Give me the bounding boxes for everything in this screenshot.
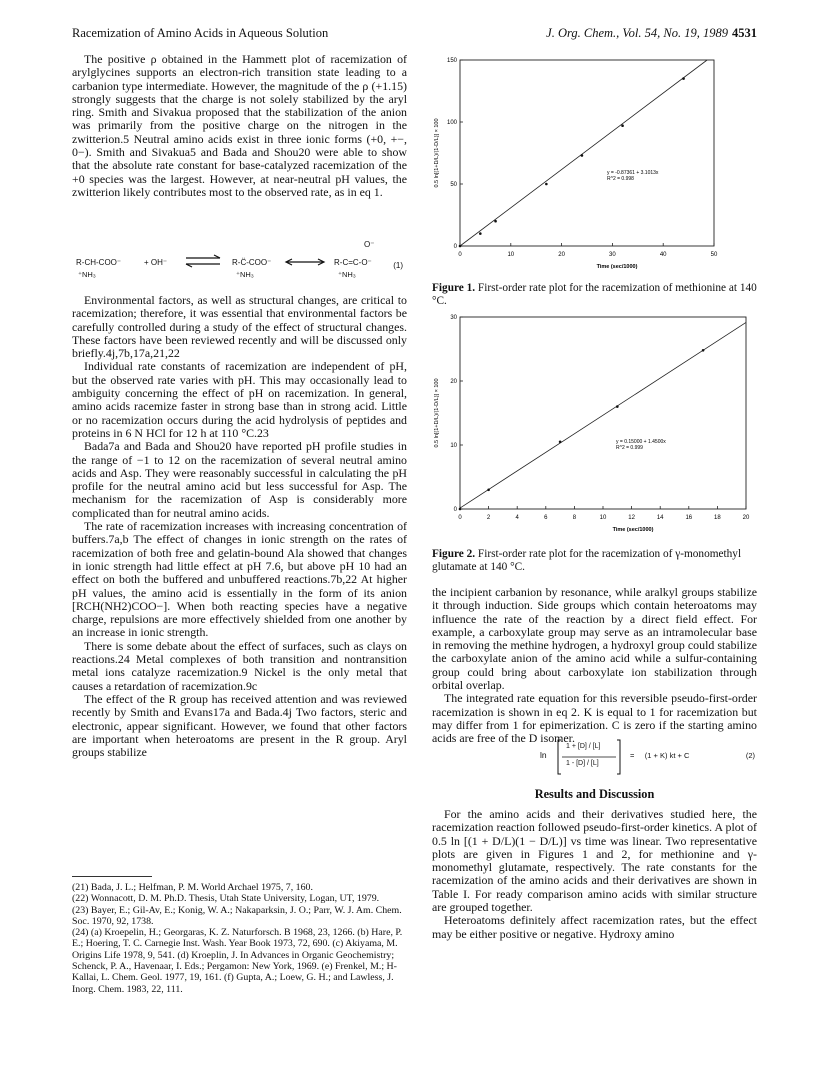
eq2-denominator: 1 - [D] / [L] bbox=[566, 760, 599, 767]
r-squared-annotation: R^2 = 0.998 bbox=[607, 176, 634, 182]
paragraph: The integrated rate equation for this reversible pseudo-first-order racemization is shown in eq 2. K is equal to 1 for racemization but may differ from 1 for epimerization. C is zero if the starting amino acids are free of the D isomer. bbox=[432, 691, 757, 746]
references bbox=[72, 882, 407, 995]
figure-2-caption bbox=[432, 548, 757, 573]
running-header-right bbox=[546, 26, 757, 41]
eq1-number: (1) bbox=[393, 261, 403, 270]
data-point bbox=[621, 124, 624, 127]
y-tick-label: 0 bbox=[453, 507, 457, 513]
x-tick-label: 16 bbox=[685, 515, 693, 521]
x-tick-label: 0 bbox=[458, 252, 462, 258]
y-tick-label: 30 bbox=[450, 315, 457, 321]
figure-2-chart bbox=[432, 308, 757, 548]
paragraph: Heteroatoms definitely affect racemization rates, but the effect may be either positive or negative. Hydroxy amino bbox=[432, 913, 757, 941]
x-axis-label: Time (sec/1000) bbox=[596, 264, 638, 270]
figure-1-caption-text: First-order rate plot for the racemization of methionine at 140 °C. bbox=[432, 282, 757, 307]
reference-item: (21) Bada, J. L.; Helfman, P. M. World Archael 1975, 7, 160. bbox=[72, 882, 313, 893]
y-tick-label: 20 bbox=[450, 379, 457, 385]
x-tick-label: 20 bbox=[558, 252, 565, 258]
right-column bbox=[432, 586, 757, 746]
equation-1 bbox=[72, 236, 407, 288]
fit-equation-annotation: y = 0.15000 + 1.4500x bbox=[616, 439, 666, 445]
figure-1-caption bbox=[432, 282, 757, 307]
y-tick-label: 0 bbox=[453, 244, 457, 250]
eq2-rhs: = (1 + K) kt + C bbox=[630, 751, 690, 760]
data-point bbox=[702, 349, 705, 352]
resonance-arrow bbox=[284, 258, 326, 266]
data-point bbox=[459, 508, 462, 511]
paragraph: The rate of racemization increases with increasing concentration of buffers.7a,b The effect of changes in ionic strength on the rates of racemization of both free and gelatin-bound Ala showed that changes in ionic strength had little effect at pH 7.6, but above pH 10 had an effect on both the buffered and unbuffered reactions.7b,22 At higher pH values, the amino acid is essentially in the form of its anion [RCH(NH2)COO−]. When both reacting species have a negative charge, repulsions are more effectively shielded from one another by an increase in ionic strength. bbox=[72, 519, 407, 640]
footnote-rule bbox=[72, 876, 152, 877]
eq1-reactant-sub: ⁺NH₃ bbox=[78, 270, 96, 279]
x-tick-label: 30 bbox=[609, 252, 616, 258]
x-tick-label: 14 bbox=[656, 515, 664, 521]
fit-line bbox=[460, 60, 707, 246]
fit-equation-annotation: y = -0.87361 + 3.1013x bbox=[607, 170, 659, 176]
left-column-cont bbox=[72, 294, 407, 759]
eq2-numerator: 1 + [D] / [L] bbox=[566, 743, 601, 750]
x-tick-label: 12 bbox=[628, 515, 635, 521]
plot-frame bbox=[460, 60, 714, 246]
y-tick-label: 150 bbox=[446, 58, 457, 64]
x-tick-label: 8 bbox=[572, 515, 577, 521]
running-header-left: Racemization of Amino Acids in Aqueous Solution bbox=[72, 26, 329, 40]
data-point bbox=[559, 441, 562, 444]
x-tick-label: 50 bbox=[710, 252, 718, 258]
eq1-hydroxide: + OH⁻ bbox=[144, 258, 168, 267]
r-squared-annotation: R^2 = 0.999 bbox=[616, 445, 643, 451]
y-tick-label: 100 bbox=[446, 120, 457, 126]
section-heading: Results and Discussion bbox=[534, 787, 655, 801]
paragraph: The effect of the R group has received attention and was reviewed recently by Smith and Evans17a and Bada.4j Two factors, steric and electronic, appear significant. However, we found that other factors are important when heteroatoms are present in the R group. Aryl groups stabilize bbox=[72, 691, 407, 760]
x-tick-label: 10 bbox=[507, 252, 515, 258]
eq2-number: (2) bbox=[745, 751, 755, 760]
data-point bbox=[682, 77, 685, 80]
journal-citation: J. Org. Chem., Vol. 54, No. 19, 1989 bbox=[546, 26, 728, 40]
right-column-cont bbox=[432, 808, 757, 941]
reference-item: (22) Wonnacott, D. M. Ph.D. Thesis, Utah State University, Logan, UT, 1979. bbox=[72, 893, 380, 905]
reference-item: (23) Bayer, E.; Gil-Av, E.; Konig, W. A.; Nakaparksin, J. O.; Parr, W. J. Am. Chem. Soc. 1970, 92, 1738. bbox=[72, 904, 402, 927]
data-point bbox=[581, 154, 584, 157]
x-tick-label: 20 bbox=[742, 515, 750, 521]
data-point bbox=[487, 489, 490, 492]
paragraph: the incipient carbanion by resonance, while aralkyl groups stabilize it through induction. Side groups which contain heteroatoms may influence the rate of the reaction by a direct field effect. For example, a carboxylate group may serve as an intramolecular base in removing the methine hydrogen, a hydroxyl group could stabilize the carboxylate anion of the amino acid while a sulfur-containing group could bring about carboxylate ion stabilization through orbital overlap. bbox=[432, 585, 757, 693]
data-point bbox=[616, 405, 619, 408]
x-tick-label: 18 bbox=[714, 515, 721, 521]
page-number: 4531 bbox=[732, 26, 757, 40]
figure-2-caption-text: First-order rate plot for the racemization of γ-monomethyl glutamate at 140 °C. bbox=[432, 548, 742, 573]
x-tick-label: 40 bbox=[659, 252, 667, 258]
y-tick-label: 10 bbox=[450, 443, 457, 449]
eq1-enolate: R-C=C-O⁻ bbox=[334, 258, 372, 267]
figure-2-label: Figure 2. bbox=[432, 548, 476, 560]
eq1-enolate-sub: ⁺NH₃ bbox=[338, 270, 356, 279]
paragraph: The positive ρ obtained in the Hammett plot of racemization of arylglycines supports an electron-rich transition state leading to a carbanion type intermediate. However, the magnitude of the ρ (+1.15) strongly suggests that the charge is not solely stabilized by the aryl ring. Smith and Sivakua proposed that the stabilization of the anion was primarily from the positive charge on the nitrogen in the zwitterion.5 Neutral amino acids exist in three ionic forms (+0, +−, 0−). Smith and Sivakua5 and Bada and Shou20 were able to show that the absolute rate constant for base-catalyzed racemization of the +0 species was the largest. However, at near-neutral pH values, the zwitterion likely contributes most to the observed rate, as in eq 1. bbox=[72, 52, 407, 199]
data-point bbox=[459, 245, 462, 248]
y-axis-label: 0.5 ln[(1+D/L)/(1-D/L)] × 100 bbox=[434, 118, 440, 188]
x-axis-label: Time (sec/1000) bbox=[612, 527, 654, 533]
eq1-carbanion: R-C̈-COO⁻ bbox=[232, 258, 272, 267]
data-point bbox=[479, 232, 482, 235]
eq1-reactant: R-CH-COO⁻ bbox=[76, 258, 122, 267]
equation-2 bbox=[432, 738, 757, 776]
reference-item: (24) (a) Kroepelin, H.; Georgaras, K. Z. Naturforsch. B 1968, 23, 1266. (b) Hare, P. E.; Hoering, T. C. Carnegie Inst. Wash. Year Book 1973, 72, 690. (c) Akiyama, M. Origins Life 1978, 9, 541. (d) Kroeplin, J. In Advances in Organic Geochemistry; Schenck, P. A., Havenaar, I. Eds.; Pergamon: New York, 1969. (e) Frenkel, M.; H-Kallai, L. Chem. Geol. 1977, 19, 161. (f) Gupta, A.; Loew, G. H.; and Lawless, J. Inorg. Chem. 1983, 22, 111. bbox=[72, 927, 403, 995]
x-tick-label: 2 bbox=[486, 515, 491, 521]
data-point bbox=[545, 183, 548, 186]
paragraph: Individual rate constants of racemization are independent of pH, but the observed rate varies with pH. This may occasionally lead to ambiguity concerning the effect of pH on racemization. In general, amino acids racemize faster in strong base than in strong acid. Little or no racemization occurs during the acid hydrolysis of peptides and proteins in 6 N HCl for 12 h at 110 °C.23 bbox=[72, 359, 407, 440]
x-tick-label: 10 bbox=[599, 515, 607, 521]
figure-1-label: Figure 1. bbox=[432, 282, 476, 294]
x-tick-label: 6 bbox=[544, 515, 548, 521]
paragraph: Bada7a and Bada and Shou20 have reported pH profile studies in the range of −1 to 12 on the racemization of several neutral amino acids and Asp. They were reasonably successful in calculating the pH profile for the neutral amino acid but less successful for Asp. The mechanism for the racemization of Asp is considerably more complicated than for neutral amino acids. bbox=[72, 439, 407, 520]
figure-1-chart bbox=[432, 52, 757, 280]
y-tick-label: 50 bbox=[450, 182, 457, 188]
eq2-ln: ln bbox=[540, 750, 547, 760]
paragraph: Environmental factors, as well as structural changes, are critical to racemization; therefore, it was essential that environmental factors be carefully controlled during a study of the effect of structural changes. These factors have been reviewed recently and will be discussed only briefly.4j,7b,17a,21,22 bbox=[72, 293, 407, 361]
data-point bbox=[494, 220, 497, 223]
equilibrium-arrow-1 bbox=[184, 254, 222, 268]
x-tick-label: 0 bbox=[458, 515, 462, 521]
left-column bbox=[72, 53, 407, 199]
paragraph: There is some debate about the effect of surfaces, such as clays on reactions.24 Metal complexes of both transition and nontransition metal ions catalyze racemization.9 Nickel is the only metal that causes a retardation of racemization.9c bbox=[72, 638, 407, 693]
eq1-enolate-top: O⁻ bbox=[364, 240, 375, 249]
eq1-carbanion-sub: ⁺NH₃ bbox=[236, 270, 254, 279]
paragraph: For the amino acids and their derivatives studied here, the racemization reaction followed pseudo-first-order kinetics. A plot of 0.5 ln [(1 + D/L)(1 − D/L)] vs time was linear. Two representative plots are given in Figures 1 and 2, for methionine and γ-monomethyl glutamate, respectively. The rate constants for the racemization of the amino acids and their derivatives are shown in Table I. For ready comparison amino acids with similar structure are grouped together. bbox=[432, 807, 757, 915]
x-tick-label: 4 bbox=[515, 515, 519, 521]
y-axis-label: 0.5 ln[(1+D/L)/(1-D/L)] × 100 bbox=[434, 378, 440, 448]
